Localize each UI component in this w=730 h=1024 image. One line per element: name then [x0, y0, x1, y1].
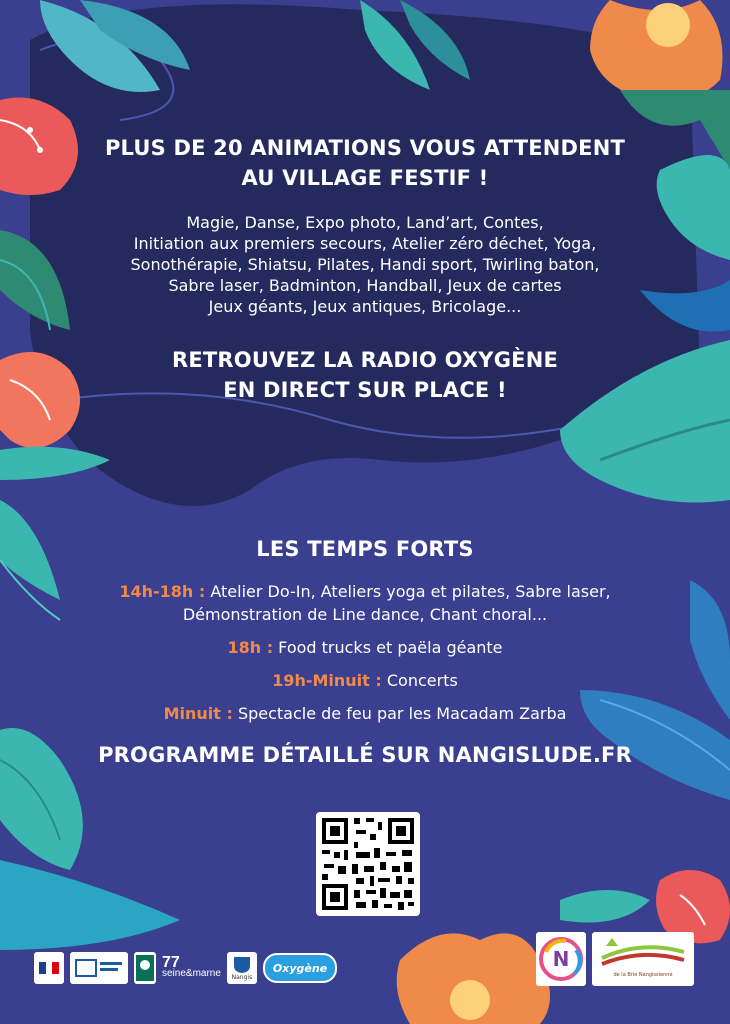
activities-line: Jeux géants, Jeux antiques, Bricolage...	[208, 297, 522, 316]
brie-label: de la Brie Nangissienne	[613, 972, 673, 978]
brie-landscape-icon	[592, 932, 694, 986]
highlight-time: 19h-Minuit :	[272, 671, 382, 690]
section1-title-line: AU VILLAGE FESTIF !	[241, 166, 489, 190]
highlight-time: 14h-18h :	[119, 582, 206, 601]
highlight-text: Spectacle de feu par les Macadam Zarba	[232, 704, 567, 723]
radio-line: EN DIRECT SUR PLACE !	[223, 378, 507, 402]
caf-logo	[134, 952, 156, 984]
brie-nangissienne-logo	[592, 932, 694, 986]
highlight-item	[0, 580, 730, 626]
activities-line: Magie, Danse, Expo photo, Land’art, Contes,	[186, 213, 544, 232]
section1-title-line: PLUS DE 20 ANIMATIONS VOUS ATTENDENT	[104, 136, 626, 160]
highlight-item	[0, 669, 730, 692]
radio-announcement	[0, 345, 730, 405]
qr-code[interactable]	[316, 812, 420, 916]
nangis-shield-icon	[233, 956, 251, 974]
activities-line: Initiation aux premiers secours, Atelier zéro déchet, Yoga,	[133, 234, 597, 253]
highlight-item	[0, 636, 730, 659]
activities-list	[0, 212, 730, 317]
highlight-time: 18h :	[227, 638, 274, 657]
activities-line: Sabre laser, Badminton, Handball, Jeux de cartes	[168, 276, 562, 295]
msa-icon	[74, 956, 124, 980]
highlight-text: Atelier Do-In, Ateliers yoga et pilates, Sabre laser,	[205, 582, 611, 601]
section1-title	[0, 133, 730, 193]
seine-marne-number: 77	[162, 954, 180, 971]
nangislude-logo	[536, 932, 586, 986]
radio-line: RETROUVEZ LA RADIO OXYGÈNE	[171, 348, 559, 372]
partner-logos	[34, 950, 337, 986]
highlights-list	[0, 580, 730, 725]
seine-marne-label: seine&marne	[162, 968, 221, 979]
highlight-text: Démonstration de Line dance, Chant choral...	[182, 605, 548, 624]
qr-code-icon	[316, 812, 420, 916]
flag-icon	[39, 962, 59, 974]
activities-line: Sonothérapie, Shiatsu, Pilates, Handi sport, Twirling baton,	[130, 255, 600, 274]
seine-marne-logo	[162, 954, 221, 979]
caf-icon	[136, 955, 154, 981]
highlight-item	[0, 702, 730, 725]
svg-text:N: N	[552, 947, 570, 971]
ministry-logo	[34, 952, 64, 984]
oxygene-logo: Oxygène	[263, 953, 337, 983]
nangis-label: Nangis	[231, 973, 253, 981]
msa-logo	[70, 952, 128, 984]
programme-link[interactable]: PROGRAMME DÉTAILLÉ SUR NANGISLUDE.FR	[98, 743, 632, 767]
section2-title: LES TEMPS FORTS	[256, 537, 474, 561]
highlight-text: Food trucks et paëla géante	[273, 638, 503, 657]
highlight-time: Minuit :	[163, 704, 233, 723]
nangis-logo	[227, 952, 257, 984]
flower-bottom-icon	[397, 933, 550, 1024]
highlight-text: Concerts	[381, 671, 458, 690]
n-logo-icon	[536, 932, 586, 986]
